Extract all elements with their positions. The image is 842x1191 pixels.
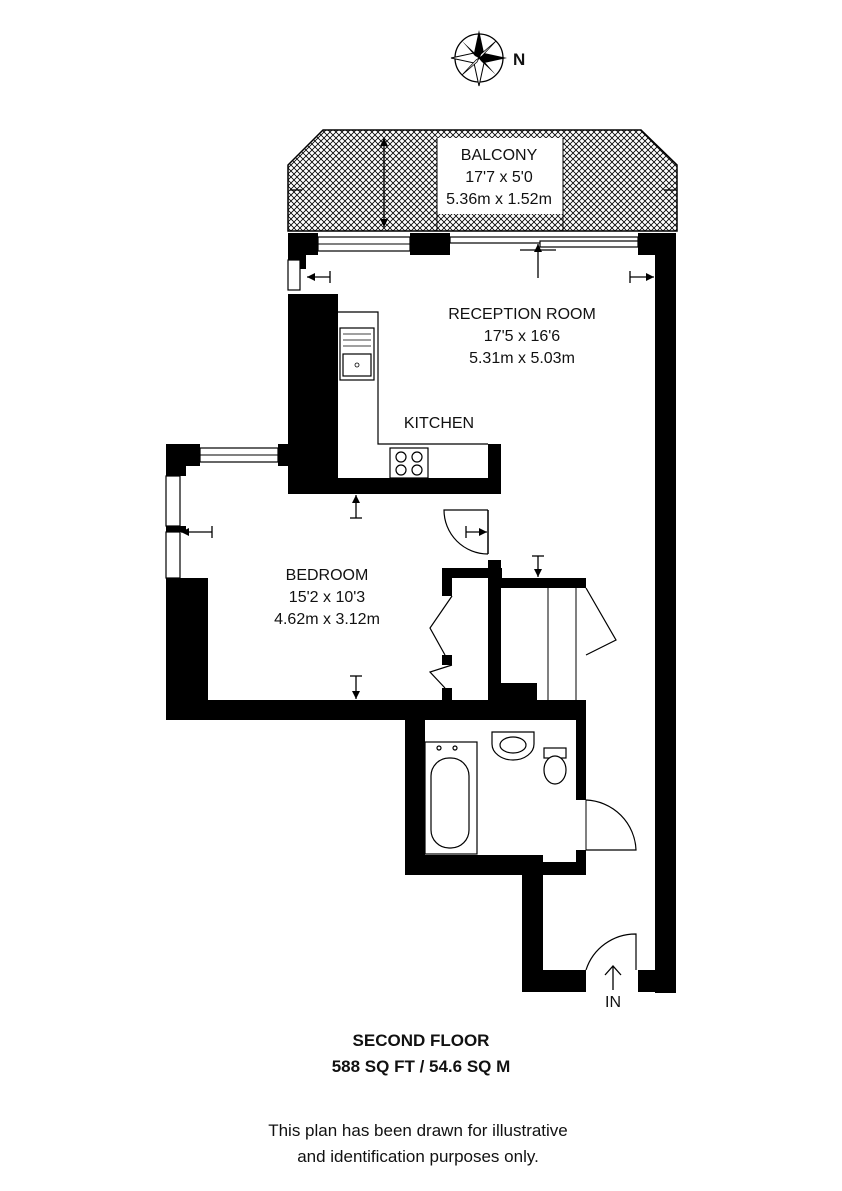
reception-metric: 5.31m x 5.03m	[469, 350, 575, 367]
compass-north-label: N	[513, 50, 526, 69]
entrance-arrow-icon	[605, 966, 621, 990]
balcony-imperial: 17'7 x 5'0	[465, 169, 533, 186]
reception-imperial: 17'5 x 16'6	[483, 328, 561, 345]
bedroom-metric: 4.62m x 3.12m	[274, 611, 380, 628]
kitchen-name: KITCHEN	[403, 415, 475, 432]
bedroom-imperial: 15'2 x 10'3	[288, 589, 366, 606]
bedroom-name: BEDROOM	[285, 567, 369, 584]
walls	[166, 233, 676, 993]
disclaimer-line-1: This plan has been drawn for illustrative	[268, 1121, 568, 1140]
compass-rose-icon	[451, 30, 507, 86]
hob-icon	[390, 448, 428, 478]
bathtub-icon	[425, 742, 477, 854]
balcony-metric: 5.36m x 1.52m	[446, 191, 552, 208]
entrance-label: IN	[605, 994, 621, 1011]
toilet-icon	[544, 748, 566, 784]
floor-area: 588 SQ FT / 54.6 SQ M	[331, 1057, 511, 1076]
disclaimer-line-2: and identification purposes only.	[297, 1147, 539, 1166]
reception-name: RECEPTION ROOM	[448, 306, 596, 323]
washbasin-icon	[492, 732, 534, 760]
balcony-name: BALCONY	[460, 147, 538, 164]
floor-name: SECOND FLOOR	[352, 1031, 490, 1050]
